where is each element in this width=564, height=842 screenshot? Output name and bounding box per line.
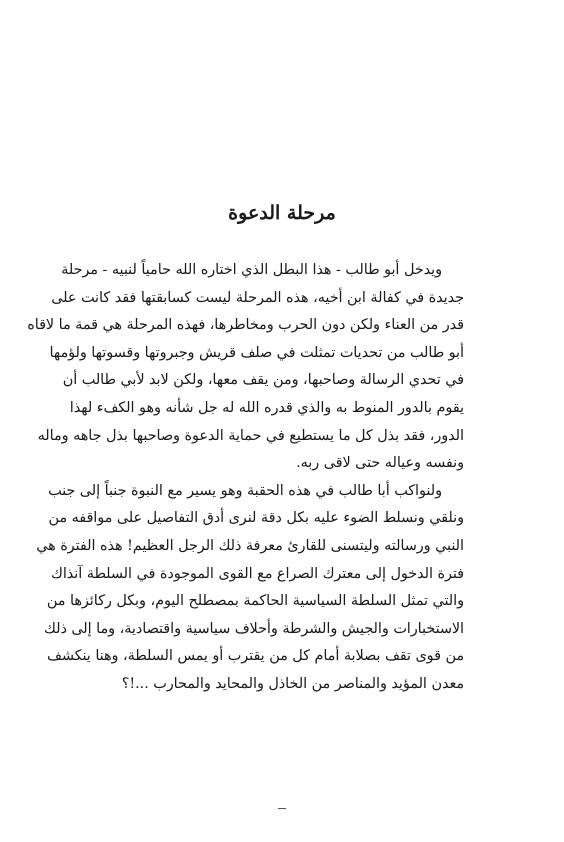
text-line: في تحدي الرسالة وصاحبها، ومن يقف معها، ولكن لابد لأبي طالب أن — [62, 372, 464, 389]
text-line: ولنواكب أبا طالب في هذه الحقبة وهو يسير مع النبوة جنباً إلى جنب — [48, 482, 442, 499]
text-line: ويدخل أبو طالب - هذا البطل الذي اختاره الله حامياً لنبيه - مرحلة — [61, 262, 442, 278]
body-text — [27, 257, 464, 699]
text-line: الاستخبارات والجيش والشرطة وأحلاف سياسية واقتصادية، وما إلى ذلك — [44, 620, 464, 637]
text-line: ونفسه وعياله حتى لاقى ربه. — [296, 455, 464, 472]
text-line: معدن المؤيد والمناصر من الخاذل والمحايد والمحارب ...!؟ — [121, 675, 464, 692]
text-line: قدر من العناء ولكن دون الحرب ومخاطرها، فهذه المرحلة هي قمة ما لاقاه — [27, 317, 464, 334]
page-footer-mark — [278, 808, 286, 809]
paragraph-1 — [27, 257, 464, 478]
text-line: الدور، فقد بذل كل ما يستطيع في حماية الدعوة وصاحبها بذل جاهه وماله — [37, 427, 464, 444]
text-line: أبو طالب من تحديات تمثلت في صلف قريش وجبروتها وقسوتها ولؤمها — [49, 344, 464, 361]
text-line: ونلقي ونسلط الضوء عليه بكل دقة لنرى أدق التفاصيل على مواقفه من — [48, 510, 464, 527]
text-line: يقوم بالدور المنوط به والذي قدره الله له جل شأنه وهو الكفء لهذا — [69, 399, 464, 416]
paragraph-2 — [36, 478, 464, 699]
text-line: من قوى تقف بصلابة أمام كل من يقترب أو يمس السلطة، وهنا ينكشف — [47, 648, 464, 665]
text-line: والتي تمثل السلطة السياسية الحاكمة بمصطلح اليوم، وبكل ركائزها من — [46, 593, 464, 610]
text-line: جديدة في كفالة ابن أخيه، هذه المرحلة ليست كسابقتها فقد كانت على — [51, 289, 464, 306]
text-line: فترة الدخول إلى معترك الصراع مع القوى الموجودة في السلطة آنذاك — [51, 565, 464, 582]
chapter-title: مرحلة الدعوة — [228, 202, 336, 224]
text-line: النبي ورسالته وليتسنى للقارئ معرفة ذلك الرجل العظيم! هذه الفترة هي — [36, 537, 464, 554]
